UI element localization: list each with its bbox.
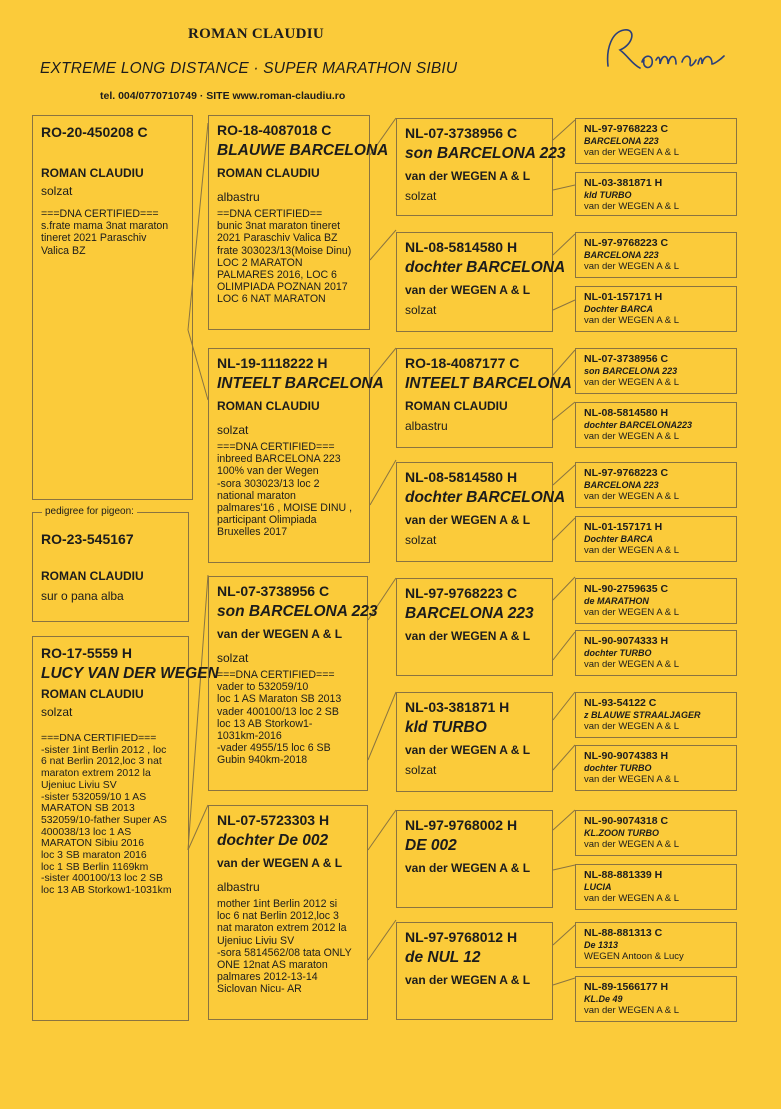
grandparent-ring: RO-18-4087018 C bbox=[217, 122, 332, 138]
breeder-contact: tel. 004/0770710749 · SITE www.roman-claudiu.ro bbox=[100, 90, 346, 102]
grandparent-color: solzat bbox=[217, 651, 249, 665]
gen3-ring: NL-97-9768223 C bbox=[405, 585, 518, 601]
gen4-name: de MARATHON bbox=[584, 596, 649, 606]
gen4-ring: NL-01-157171 H bbox=[584, 521, 663, 533]
gen4-ring: NL-90-9074333 H bbox=[584, 635, 669, 647]
gen3-ring: NL-08-5814580 H bbox=[405, 469, 518, 485]
gen4-ring: NL-88-881313 C bbox=[584, 927, 663, 939]
ancestor-gen3-card[interactable] bbox=[396, 692, 553, 792]
gen3-ring: NL-07-3738956 C bbox=[405, 125, 518, 141]
ancestor-gen4-card[interactable] bbox=[575, 232, 737, 278]
gen3-name: BARCELONA 223 bbox=[405, 605, 534, 622]
ancestor-gen4-card[interactable] bbox=[575, 745, 737, 791]
subject-legend: pedigree for pigeon: bbox=[42, 506, 137, 517]
ancestor-gen4-card[interactable] bbox=[575, 578, 737, 624]
gen4-ring: NL-97-9768223 C bbox=[584, 123, 669, 135]
grandparent-owner: ROMAN CLAUDIU bbox=[217, 166, 320, 180]
sire-card[interactable] bbox=[32, 115, 193, 500]
ancestor-gen4-card[interactable] bbox=[575, 810, 737, 856]
grandparent-owner: van der WEGEN A & L bbox=[217, 856, 343, 870]
ancestor-gen3-card[interactable] bbox=[396, 118, 566, 216]
gen4-owner: van der WEGEN A & L bbox=[584, 147, 680, 158]
subject-card[interactable] bbox=[32, 512, 189, 622]
grandparent-card[interactable] bbox=[208, 576, 378, 791]
gen3-name: dochter BARCELONA bbox=[405, 259, 566, 276]
gen4-name: son BARCELONA 223 bbox=[584, 366, 678, 376]
gen4-owner: van der WEGEN A & L bbox=[584, 893, 680, 904]
gen4-name: BARCELONA 223 bbox=[584, 480, 659, 490]
gen4-owner: van der WEGEN A & L bbox=[584, 261, 680, 272]
gen4-name: z BLAUWE STRAALJAGER bbox=[584, 710, 701, 720]
sire-notes: ===DNA CERTIFIED=== s.frate mama 3nat maraton tineret 2021 Paraschiv Valica BZ bbox=[41, 208, 169, 257]
gen4-name: De 1313 bbox=[584, 940, 619, 950]
ancestor-gen3-card[interactable] bbox=[396, 922, 553, 1020]
gen4-owner: van der WEGEN A & L bbox=[584, 545, 680, 556]
gen4-ring: NL-08-5814580 H bbox=[584, 407, 669, 419]
dam-card[interactable] bbox=[32, 636, 219, 1021]
grandparent-card[interactable] bbox=[208, 348, 384, 563]
grandparent-name: BLAUWE BARCELONA bbox=[217, 142, 389, 159]
grandparent-notes: mother 1int Berlin 2012 si loc 6 nat Berlin 2012,loc 3 nat maraton extrem 2012 la Ujeniuc Liviu SV -sora 5814562/08 tata ONLY ONE 12nat AS maraton palmares 2012-13-14 Siclovan Nicu- AR bbox=[217, 898, 352, 996]
grandparent-color: albastru bbox=[217, 190, 260, 204]
grandparent-ring: NL-19-1118222 H bbox=[217, 355, 328, 371]
grandparent-name: son BARCELONA 223 bbox=[217, 603, 378, 620]
gen3-name: DE 002 bbox=[405, 837, 457, 854]
gen3-name: dochter BARCELONA bbox=[405, 489, 566, 506]
grandparent-notes: ===DNA CERTIFIED=== vader to 532059/10 loc 1 AS Maraton SB 2013 vader 400100/13 loc 2 SB loc 13 AB Storkow1- 1031km-2016 -vader 4955/15 loc 6 SB Gubin 940km-2018 bbox=[217, 669, 342, 767]
gen3-owner: van der WEGEN A & L bbox=[405, 283, 531, 297]
gen4-ring: NL-90-9074318 C bbox=[584, 815, 669, 827]
ancestor-gen4-card[interactable] bbox=[575, 630, 737, 676]
grandparent-color: albastru bbox=[217, 880, 260, 894]
grandparent-color: solzat bbox=[217, 423, 249, 437]
breeder-name: ROMAN CLAUDIU bbox=[188, 26, 324, 42]
gen4-owner: van der WEGEN A & L bbox=[584, 659, 680, 670]
gen4-ring: NL-88-881339 H bbox=[584, 869, 663, 881]
gen4-owner: van der WEGEN A & L bbox=[584, 774, 680, 785]
gen4-name: Dochter BARCA bbox=[584, 534, 654, 544]
gen4-owner: van der WEGEN A & L bbox=[584, 1005, 680, 1016]
gen4-ring: NL-93-54122 C bbox=[584, 697, 657, 709]
gen3-color: solzat bbox=[405, 533, 437, 547]
grandparent-card[interactable] bbox=[208, 115, 389, 330]
gen4-name: BARCELONA 223 bbox=[584, 250, 659, 260]
gen3-owner: van der WEGEN A & L bbox=[405, 629, 531, 643]
gen3-ring: NL-97-9768012 H bbox=[405, 929, 518, 945]
gen4-ring: NL-03-381871 H bbox=[584, 177, 663, 189]
grandparent-name: dochter De 002 bbox=[217, 832, 329, 849]
gen4-owner: WEGEN Antoon & Lucy bbox=[584, 951, 684, 962]
ancestor-gen4-card[interactable] bbox=[575, 462, 737, 508]
gen4-ring: NL-90-2759635 C bbox=[584, 583, 669, 595]
gen4-ring: NL-89-1566177 H bbox=[584, 981, 669, 993]
gen4-owner: van der WEGEN A & L bbox=[584, 201, 680, 212]
grandparent-notes: ===DNA CERTIFIED=== inbreed BARCELONA 223 100% van der Wegen -sora 303023/13 loc 2 national maraton palmares'16 , MOISE DINU , participant Olimpiada Bruxelles 2017 bbox=[217, 441, 353, 539]
ancestor-gen4-card[interactable] bbox=[575, 172, 737, 216]
ancestor-gen3-card[interactable] bbox=[396, 348, 572, 448]
gen3-ring: NL-08-5814580 H bbox=[405, 239, 518, 255]
gen4-name: dochter BARCELONA223 bbox=[584, 420, 693, 430]
subject-color: sur o pana alba bbox=[41, 589, 124, 603]
sire-ring: RO-20-450208 C bbox=[41, 124, 148, 140]
ancestor-gen4-card[interactable] bbox=[575, 922, 737, 968]
gen3-owner: van der WEGEN A & L bbox=[405, 743, 531, 757]
gen3-name: son BARCELONA 223 bbox=[405, 145, 566, 162]
dam-name: LUCY VAN DER WEGEN bbox=[41, 665, 219, 682]
gen3-ring: NL-97-9768002 H bbox=[405, 817, 518, 833]
gen4-ring: NL-07-3738956 C bbox=[584, 353, 669, 365]
gen4-name: kld TURBO bbox=[584, 190, 632, 200]
gen4-name: dochter TURBO bbox=[584, 648, 652, 658]
gen4-owner: van der WEGEN A & L bbox=[584, 721, 680, 732]
grandparent-name: INTEELT BARCELONA bbox=[217, 375, 384, 392]
gen3-owner: van der WEGEN A & L bbox=[405, 861, 531, 875]
gen4-name: dochter TURBO bbox=[584, 763, 652, 773]
gen4-ring: NL-01-157171 H bbox=[584, 291, 663, 303]
gen3-owner: van der WEGEN A & L bbox=[405, 513, 531, 527]
grandparent-owner: ROMAN CLAUDIU bbox=[217, 399, 320, 413]
ancestor-gen3-card[interactable] bbox=[396, 810, 553, 908]
gen3-owner: van der WEGEN A & L bbox=[405, 169, 531, 183]
grandparent-notes: ==DNA CERTIFIED== bunic 3nat maraton tineret 2021 Paraschiv Valica BZ frate 303023/13(Moise Dinu) LOC 2 MARATON PALMARES 2016, LOC 6 OLIMPIADA POZNAN 2017 LOC 6 NAT MARATON bbox=[217, 208, 352, 306]
gen3-ring: NL-03-381871 H bbox=[405, 699, 510, 715]
gen3-name: de NUL 12 bbox=[405, 949, 481, 966]
gen4-ring: NL-90-9074383 H bbox=[584, 750, 669, 762]
dam-notes: ===DNA CERTIFIED=== -sister 1int Berlin 2012 , loc 6 nat Berlin 2012,loc 3 nat maraton extrem 2012 la Ujeniuc Liviu SV -sister 532059/10 1 AS MARATON SB 2013 532059/10-father Super AS 400038/13 loc 1 AS MARATON Sibiu 2016 loc 3 SB maraton 2016 loc 1 SB Berlin 1169km -sister 400100/13 loc 2 SB loc 13 AB Storkow1-1031km bbox=[41, 733, 172, 897]
gen4-name: BARCELONA 223 bbox=[584, 136, 659, 146]
gen4-ring: NL-97-9768223 C bbox=[584, 467, 669, 479]
gen4-name: LUCIA bbox=[584, 882, 612, 892]
dam-ring: RO-17-5559 H bbox=[41, 645, 133, 661]
breeder-subtitle: EXTREME LONG DISTANCE · SUPER MARATHON SIBIU bbox=[40, 60, 458, 77]
gen3-color: solzat bbox=[405, 763, 437, 777]
grandparent-ring: NL-07-3738956 C bbox=[217, 583, 330, 599]
gen4-name: KL.De 49 bbox=[584, 994, 623, 1004]
gen4-owner: van der WEGEN A & L bbox=[584, 839, 680, 850]
ancestor-gen4-card[interactable] bbox=[575, 348, 737, 394]
gen3-ring: RO-18-4087177 C bbox=[405, 355, 520, 371]
gen4-owner: van der WEGEN A & L bbox=[584, 607, 680, 618]
ancestor-gen4-card[interactable] bbox=[575, 692, 737, 738]
gen3-color: solzat bbox=[405, 303, 437, 317]
ancestor-gen3-card[interactable] bbox=[396, 578, 553, 676]
grandparent-card[interactable] bbox=[208, 805, 368, 1020]
dam-color: solzat bbox=[41, 705, 73, 719]
ancestor-gen3-card[interactable] bbox=[396, 462, 566, 562]
ancestor-gen4-card[interactable] bbox=[575, 402, 737, 448]
subject-owner: ROMAN CLAUDIU bbox=[41, 569, 144, 583]
dam-owner: ROMAN CLAUDIU bbox=[41, 687, 144, 701]
ancestor-gen4-card[interactable] bbox=[575, 976, 737, 1022]
grandparent-owner: van der WEGEN A & L bbox=[217, 627, 343, 641]
gen3-name: INTEELT BARCELONA bbox=[405, 375, 572, 392]
ancestor-gen4-card[interactable] bbox=[575, 286, 737, 332]
gen4-owner: van der WEGEN A & L bbox=[584, 315, 680, 326]
grandparent-ring: NL-07-5723303 H bbox=[217, 812, 330, 828]
gen4-name: KL.ZOON TURBO bbox=[584, 828, 659, 838]
gen4-owner: van der WEGEN A & L bbox=[584, 491, 680, 502]
sire-color: solzat bbox=[41, 184, 73, 198]
gen4-ring: NL-97-9768223 C bbox=[584, 237, 669, 249]
ancestor-gen4-card[interactable] bbox=[575, 118, 737, 164]
gen3-owner: van der WEGEN A & L bbox=[405, 973, 531, 987]
gen4-name: Dochter BARCA bbox=[584, 304, 654, 314]
gen3-owner: ROMAN CLAUDIU bbox=[405, 399, 508, 413]
ancestor-gen4-card[interactable] bbox=[575, 864, 737, 910]
ancestor-gen4-card[interactable] bbox=[575, 516, 737, 562]
subject-ring: RO-23-545167 bbox=[41, 531, 134, 547]
gen3-color: albastru bbox=[405, 419, 448, 433]
gen4-owner: van der WEGEN A & L bbox=[584, 431, 680, 442]
signature bbox=[598, 18, 728, 88]
sire-owner: ROMAN CLAUDIU bbox=[41, 166, 144, 180]
gen3-name: kld TURBO bbox=[405, 719, 487, 736]
gen4-owner: van der WEGEN A & L bbox=[584, 377, 680, 388]
ancestor-gen3-card[interactable] bbox=[396, 232, 566, 332]
gen3-color: solzat bbox=[405, 189, 437, 203]
